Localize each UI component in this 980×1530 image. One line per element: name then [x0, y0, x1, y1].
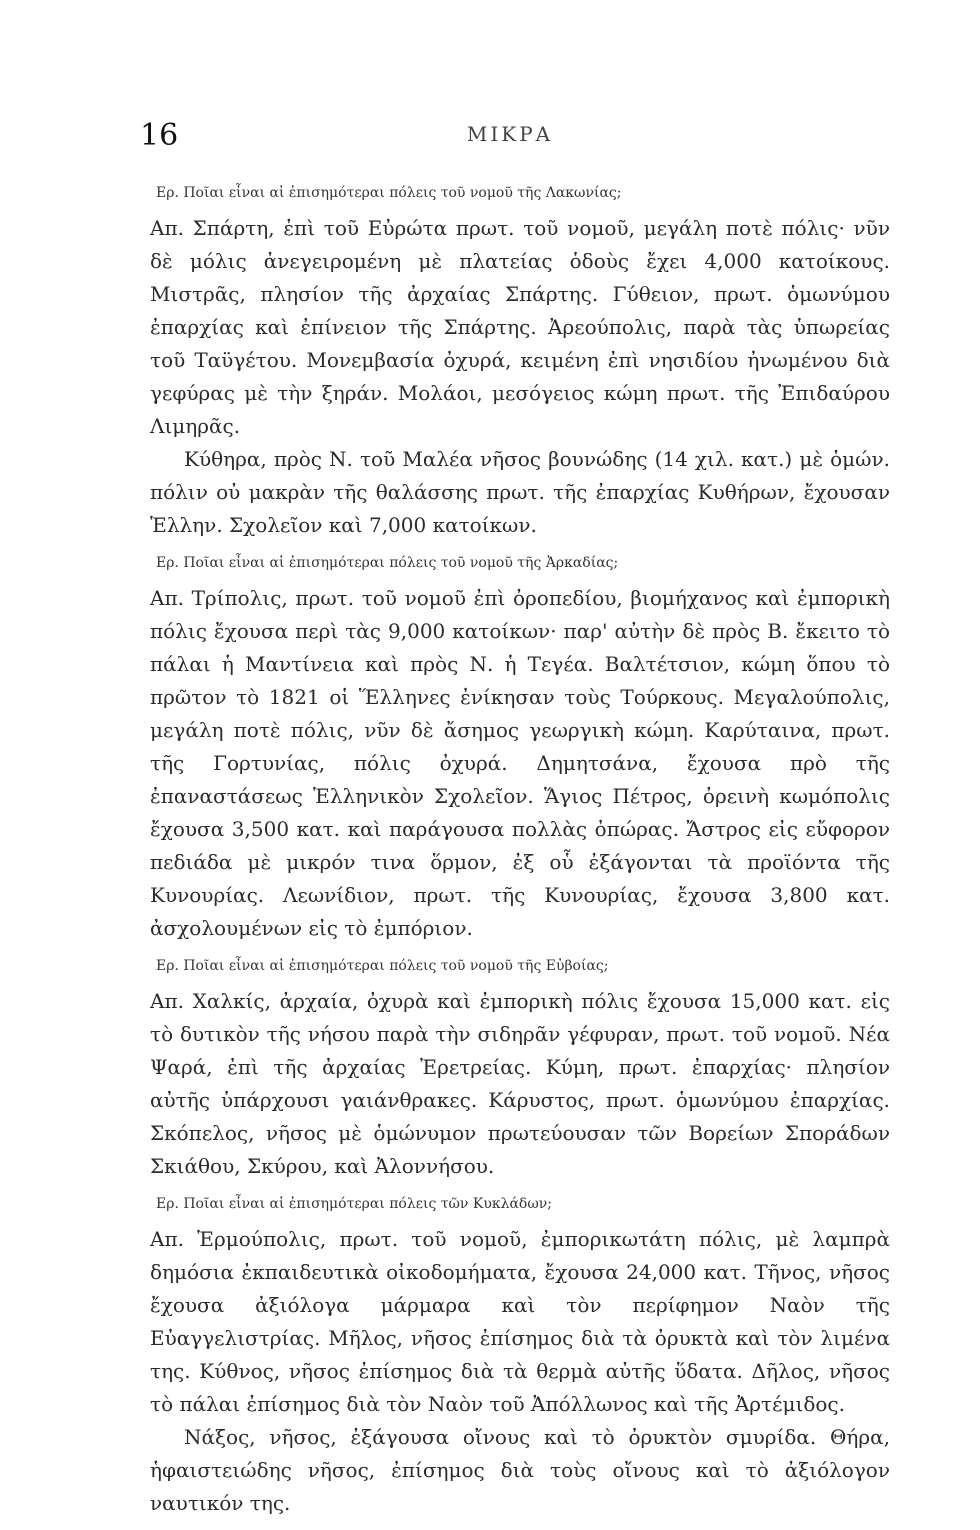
- answer-euboea: [150, 985, 890, 1183]
- question-arcadia: Ερ. Ποῖαι εἶναι αἱ ἐπισημότεραι πόλεις τοῦ νομοῦ τῆς Ἀρκαδίας;: [156, 555, 619, 571]
- page-number: 16: [140, 118, 179, 153]
- answer-paragraph: Απ. Σπάρτη, ἐπὶ τοῦ Εὐρώτα πρωτ. τοῦ νομοῦ, μεγάλη ποτὲ πόλις· νῦν δὲ μόλις ἀνεγειρομένη μὲ πλατείας ὁδοὺς ἔχει 4,000 κατοίκους. Μιστρᾶς, πλησίον τῆς ἀρχαίας Σπάρτης. Γύθειον, πρωτ. ὁμωνύμου ἐπαρχίας καὶ ἐπίνειον τῆς Σπάρτης. Ἀρεούπολις, παρὰ τὰς ὑπωρείας τοῦ Ταϋγέτου. Μονεμβασία ὀχυρά, κειμένη ἐπὶ νησιδίου ἠνωμένου διὰ γεφύρας μὲ τὴν ξηράν. Μολάοι, μεσόγειος κώμη πρωτ. τῆς Ἐπιδαύρου Λιμηρᾶς.: [150, 216, 890, 438]
- page-body: [150, 178, 890, 1530]
- answer-paragraph: Απ. Ἑρμούπολις, πρωτ. τοῦ νομοῦ, ἐμπορικωτάτη πόλις, μὲ λαμπρὰ δημόσια ἐκπαιδευτικὰ οἰκοδομήματα, ἔχουσα 24,000 κατ. Τῆνος, νῆσος ἔχουσα ἀξιόλογα μάρμαρα καὶ τὸν περίφημον Ναὸν τῆς Εὐαγγελιστρίας. Μῆλος, νῆσος ἐπίσημος διὰ τὰ ὀρυκτὰ καὶ τὸν λιμένα της. Κύθνος, νῆσος ἐπίσημος διὰ τὰ θερμὰ αὐτῆς ὕδατα. Δῆλος, νῆσος τὸ πάλαι ἐπίσημος διὰ τὸν Ναὸν τοῦ Ἀπόλλωνος καὶ τῆς Ἀρτέμιδος.: [150, 1227, 890, 1416]
- page-header: [140, 118, 880, 158]
- answer-cyclades: [150, 1223, 890, 1520]
- answer-paragraph: Απ. Τρίπολις, πρωτ. τοῦ νομοῦ ἐπὶ ὀροπεδίου, βιομήχανος καὶ ἐμπορικὴ πόλις ἔχουσα περὶ τὰς 9,000 κατοίκων· παρ' αὐτὴν δὲ πρὸς Β. ἔκειτο τὸ πάλαι ἡ Μαντίνεια καὶ πρὸς Ν. ἡ Τεγέα. Βαλτέτσιον, κώμη ὅπου τὸ πρῶτον τὸ 1821 οἱ Ἕλληνες ἐνίκησαν τοὺς Τούρκους. Μεγαλούπολις, μεγάλη ποτὲ πόλις, νῦν δὲ ἄσημος γεωργικὴ κώμη. Καρύταινα, πρωτ. τῆς Γορτυνίας, πόλις ὀχυρά. Δημητσάνα, ἔχουσα πρὸ τῆς ἐπαναστάσεως Ἑλληνικὸν Σχολεῖον. Ἅγιος Πέτρος, ὀρεινὴ κωμόπολις ἔχουσα 3,500 κατ. καὶ παράγουσα πολλὰς ὀπώρας. Ἄστρος εἰς εὔφορον πεδιάδα μὲ μικρόν τινα ὅρμον, ἐξ οὗ ἐξάγονται τὰ προϊόντα τῆς Κυνουρίας. Λεωνίδιον, πρωτ. τῆς Κυνουρίας, ἔχουσα 3,800 κατ. ἀσχολουμένων εἰς τὸ ἐμπόριον.: [150, 586, 890, 940]
- running-title: ΜΙΚΡΑ: [466, 122, 554, 146]
- question-euboea: Ερ. Ποῖαι εἶναι αἱ ἐπισημότεραι πόλεις τοῦ νομοῦ τῆς Εὐβοίας;: [156, 958, 609, 974]
- answer-arcadia: [150, 582, 890, 945]
- answer-paragraph: Κύθηρα, πρὸς Ν. τοῦ Μαλέα νῆσος βουνώδης (14 χιλ. κατ.) μὲ ὁμών. πόλιν οὐ μακρὰν τῆς θαλάσσης πρωτ. τῆς ἐπαρχίας Κυθήρων, ἔχουσαν Ἑλλην. Σχολεῖον καὶ 7,000 κατοίκων.: [150, 447, 890, 537]
- answer-paragraph: Απ. Χαλκίς, ἀρχαία, ὀχυρὰ καὶ ἐμπορικὴ πόλις ἔχουσα 15,000 κατ. εἰς τὸ δυτικὸν τῆς νήσου παρὰ τὴν σιδηρᾶν γέφυραν, πρωτ. τοῦ νομοῦ. Νέα Ψαρά, ἐπὶ τῆς ἀρχαίας Ἐρετρείας. Κύμη, πρωτ. ἐπαρχίας· πλησίον αὐτῆς ὑπάρχουσι γαιάνθρακες. Κάρυστος, πρωτ. ὁμωνύμου ἐπαρχίας. Σκόπελος, νῆσος μὲ ὁμώνυμον πρωτεύουσαν τῶν Βορείων Σποράδων Σκιάθου, Σκύρου, καὶ Ἀλοννήσου.: [150, 989, 890, 1178]
- question-laconia: Ερ. Ποῖαι εἶναι αἱ ἐπισημότεραι πόλεις τοῦ νομοῦ τῆς Λακωνίας;: [156, 185, 622, 201]
- question-cyclades: Ερ. Ποῖαι εἶναι αἱ ἐπισημότεραι πόλεις τῶν Κυκλάδων;: [156, 1196, 552, 1212]
- answer-paragraph: Νάξος, νῆσος, ἐξάγουσα οἴνους καὶ τὸ ὀρυκτὸν σμυρίδα. Θήρα, ἡφαιστειώδης νῆσος, ἐπίσημος διὰ τοὺς οἴνους καὶ τὸ ἀξιόλογον ναυτικόν της.: [150, 1425, 890, 1515]
- answer-laconia: [150, 212, 890, 542]
